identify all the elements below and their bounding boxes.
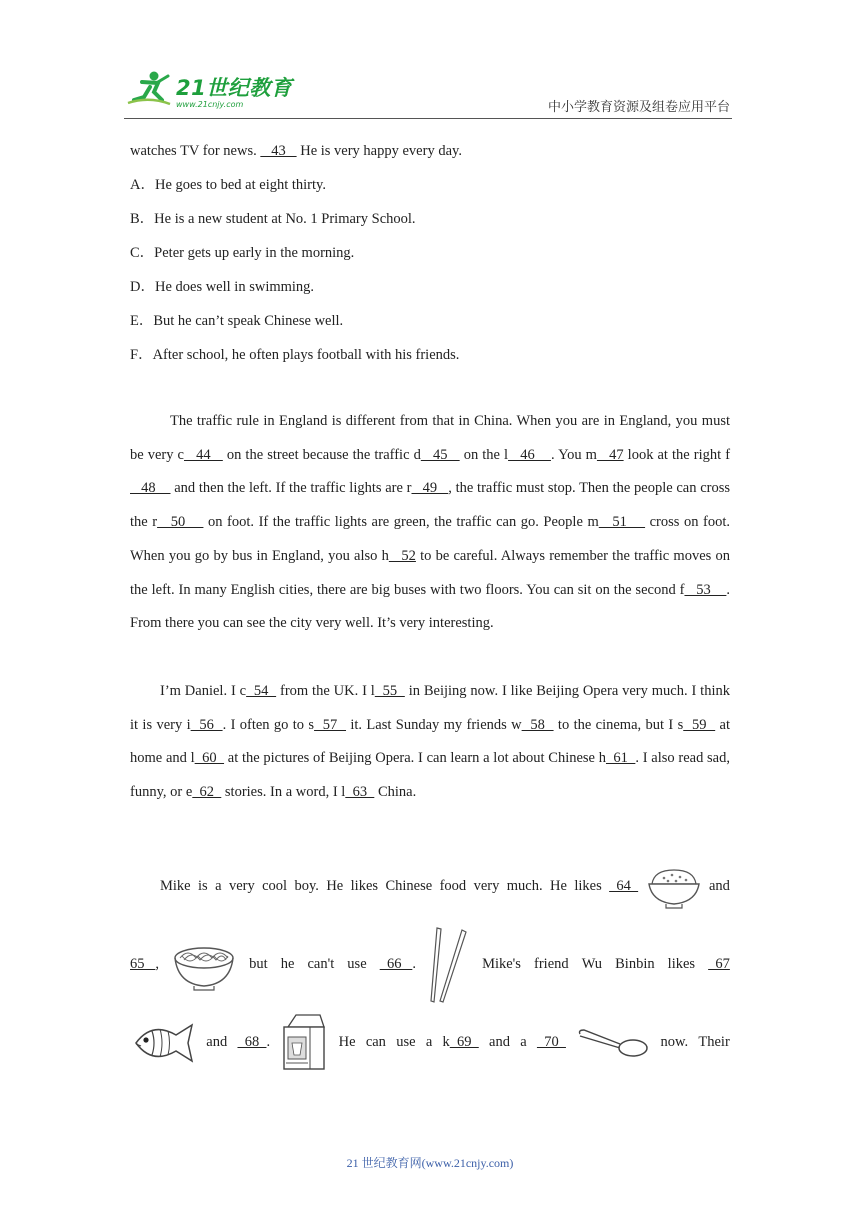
option-a: A．He goes to bed at eight thirty. (130, 177, 326, 193)
picture-row-3 (130, 1004, 730, 1082)
blank-46: 46 (508, 446, 551, 463)
blank-52: 52 (388, 547, 416, 564)
blank-43: 43 (260, 143, 297, 159)
logo-text: 21世纪教育 (176, 76, 293, 100)
platform-tagline: 中小学教育资源及组卷应用平台 (547, 100, 730, 115)
rice-bowl-icon (646, 862, 702, 912)
answer-66 (380, 956, 416, 973)
runner-logo-icon (124, 70, 174, 110)
word: He (338, 1034, 356, 1051)
text: stories. In a word, I l (221, 784, 346, 801)
text: China. (374, 784, 417, 801)
picture-row-2 (130, 926, 730, 1004)
word: and (206, 1034, 228, 1051)
option-c: C．Peter gets up early in the morning. (130, 245, 355, 261)
option-b: B．He is a new student at No. 1 Primary School. (130, 211, 416, 227)
blank-50: 50 (157, 514, 204, 531)
text: , the traffic must stop. Then the people can cross the r (130, 480, 731, 531)
word: friend (534, 956, 569, 973)
period: . (412, 956, 416, 973)
text: . From there you can see the city very well. It’s very interesting. (130, 581, 731, 632)
answer-68 (237, 1034, 270, 1051)
word: now. (660, 1034, 689, 1051)
spacer (130, 810, 730, 848)
header-divider (124, 118, 732, 119)
option-e: E．But he can’t speak Chinese well. (130, 313, 344, 329)
blank-60: 60 (194, 750, 225, 767)
letter-k: k (442, 1034, 450, 1051)
word: and (489, 1034, 510, 1051)
word: He (326, 878, 344, 895)
word: He (550, 878, 567, 895)
text: look at the right f (623, 446, 731, 463)
word: a (520, 1034, 527, 1051)
word: likes (574, 878, 602, 895)
blank-54: 54 (246, 682, 277, 699)
blank-45: 45 (420, 446, 460, 463)
word: Binbin (615, 956, 655, 973)
lead-text-pre: watches TV for news. (130, 143, 257, 159)
option-f: F．After school, he often plays football with his friends. (130, 347, 460, 363)
word: cool (262, 878, 288, 895)
word: but (249, 956, 268, 973)
text: and then the left. If the traffic lights are r (170, 480, 412, 497)
spoon-icon (576, 1026, 650, 1060)
passage-traffic (130, 405, 730, 641)
word: a (425, 1034, 433, 1051)
word: can't (307, 956, 335, 973)
option-d: D．He does well in swimming. (130, 279, 315, 295)
chopsticks-icon (429, 926, 469, 1004)
passage-daniel (130, 675, 730, 810)
question-lead (130, 134, 730, 168)
text: I’m Daniel. I c (160, 682, 247, 699)
blank-66: 66 (379, 956, 413, 973)
blank-59: 59 (683, 716, 716, 733)
word: boy. (294, 878, 319, 895)
word: likes (667, 956, 696, 973)
word: likes (350, 878, 379, 895)
blank-68: 68 (237, 1034, 267, 1051)
comma: , (155, 956, 159, 973)
blank-61: 61 (605, 750, 636, 767)
logo-url: www.21cnjy.com (176, 100, 244, 109)
word: and (708, 878, 730, 895)
spacer (130, 372, 730, 405)
word: is (198, 878, 208, 895)
milk-carton-icon (280, 1013, 328, 1073)
text: to the cinema, but I s (553, 716, 684, 733)
text: cross on foot. When you go by bus in England, you also h (130, 514, 731, 564)
blank-56: 56 (190, 716, 223, 733)
page-header (0, 0, 860, 130)
word: Wu (581, 956, 603, 973)
blank-70: 70 (536, 1034, 566, 1051)
blank-57: 57 (314, 716, 347, 733)
blank-55: 55 (374, 682, 405, 699)
text: at the pictures of Beijing Opera. I can learn a lot about Chinese h (224, 750, 606, 767)
blank-49: 49 (411, 480, 449, 497)
blank-51: 51 (598, 514, 646, 531)
word: he (280, 956, 295, 973)
spacer (130, 641, 730, 675)
blank-48: 48 (130, 480, 171, 497)
word: Chinese (385, 878, 433, 895)
text: on the l (459, 446, 509, 463)
text: to be careful. Always remember the traffic moves on the left. In many English cities, there are big buses with two floors. You can sit on the second f (130, 547, 730, 598)
blank-53: 53 (684, 581, 727, 598)
answer-69 (443, 1034, 479, 1051)
blank-67: 67 (708, 956, 730, 973)
lead-text-post: He is very happy every day. (300, 143, 462, 159)
blank-63: 63 (345, 784, 375, 801)
word: can (365, 1034, 386, 1051)
text: . You m (550, 446, 597, 463)
text: it. Last Sunday my friends w (346, 716, 522, 733)
fish-icon (130, 1017, 196, 1069)
word: Their (698, 1034, 730, 1051)
text: . I often go to s (222, 716, 315, 733)
word: use (347, 956, 367, 973)
text: on foot. If the traffic lights are green, the traffic can go. People m (203, 514, 599, 531)
text: in Beijing now. I like Beijing Opera very much. I think it is very i (130, 682, 730, 733)
blank-47: 47 (596, 446, 624, 463)
text: from the UK. I l (276, 682, 375, 699)
site-logo[interactable] (124, 70, 294, 114)
word: very (473, 878, 500, 895)
period: . (266, 1034, 271, 1051)
page-footer[interactable]: 21 世纪教育网(www.21cnjy.com) (346, 1156, 514, 1170)
blank-44: 44 (184, 446, 223, 463)
picture-row-1 (130, 848, 730, 926)
word: a (215, 878, 222, 895)
blank-65: 65 (130, 956, 156, 973)
blank-69: 69 (449, 1034, 479, 1051)
text: The traffic rule in England is different from that in China. When you are in England, you must be very c (130, 413, 730, 463)
word: use (396, 1034, 416, 1051)
word: Mike (160, 878, 191, 895)
text: . I also read sad, funny, or e (130, 750, 730, 801)
word: food (439, 878, 467, 895)
answer-65 (130, 956, 159, 973)
document-body (130, 134, 730, 1082)
text: on the street because the traffic d (222, 446, 421, 463)
blank-62: 62 (192, 784, 222, 801)
word: much. (506, 878, 543, 895)
text: at home and l (130, 716, 731, 767)
word: very (228, 878, 255, 895)
blank-64: 64 (609, 878, 639, 895)
noodle-bowl-icon (172, 936, 236, 994)
blank-58: 58 (521, 716, 554, 733)
word: Mike's (482, 956, 521, 973)
